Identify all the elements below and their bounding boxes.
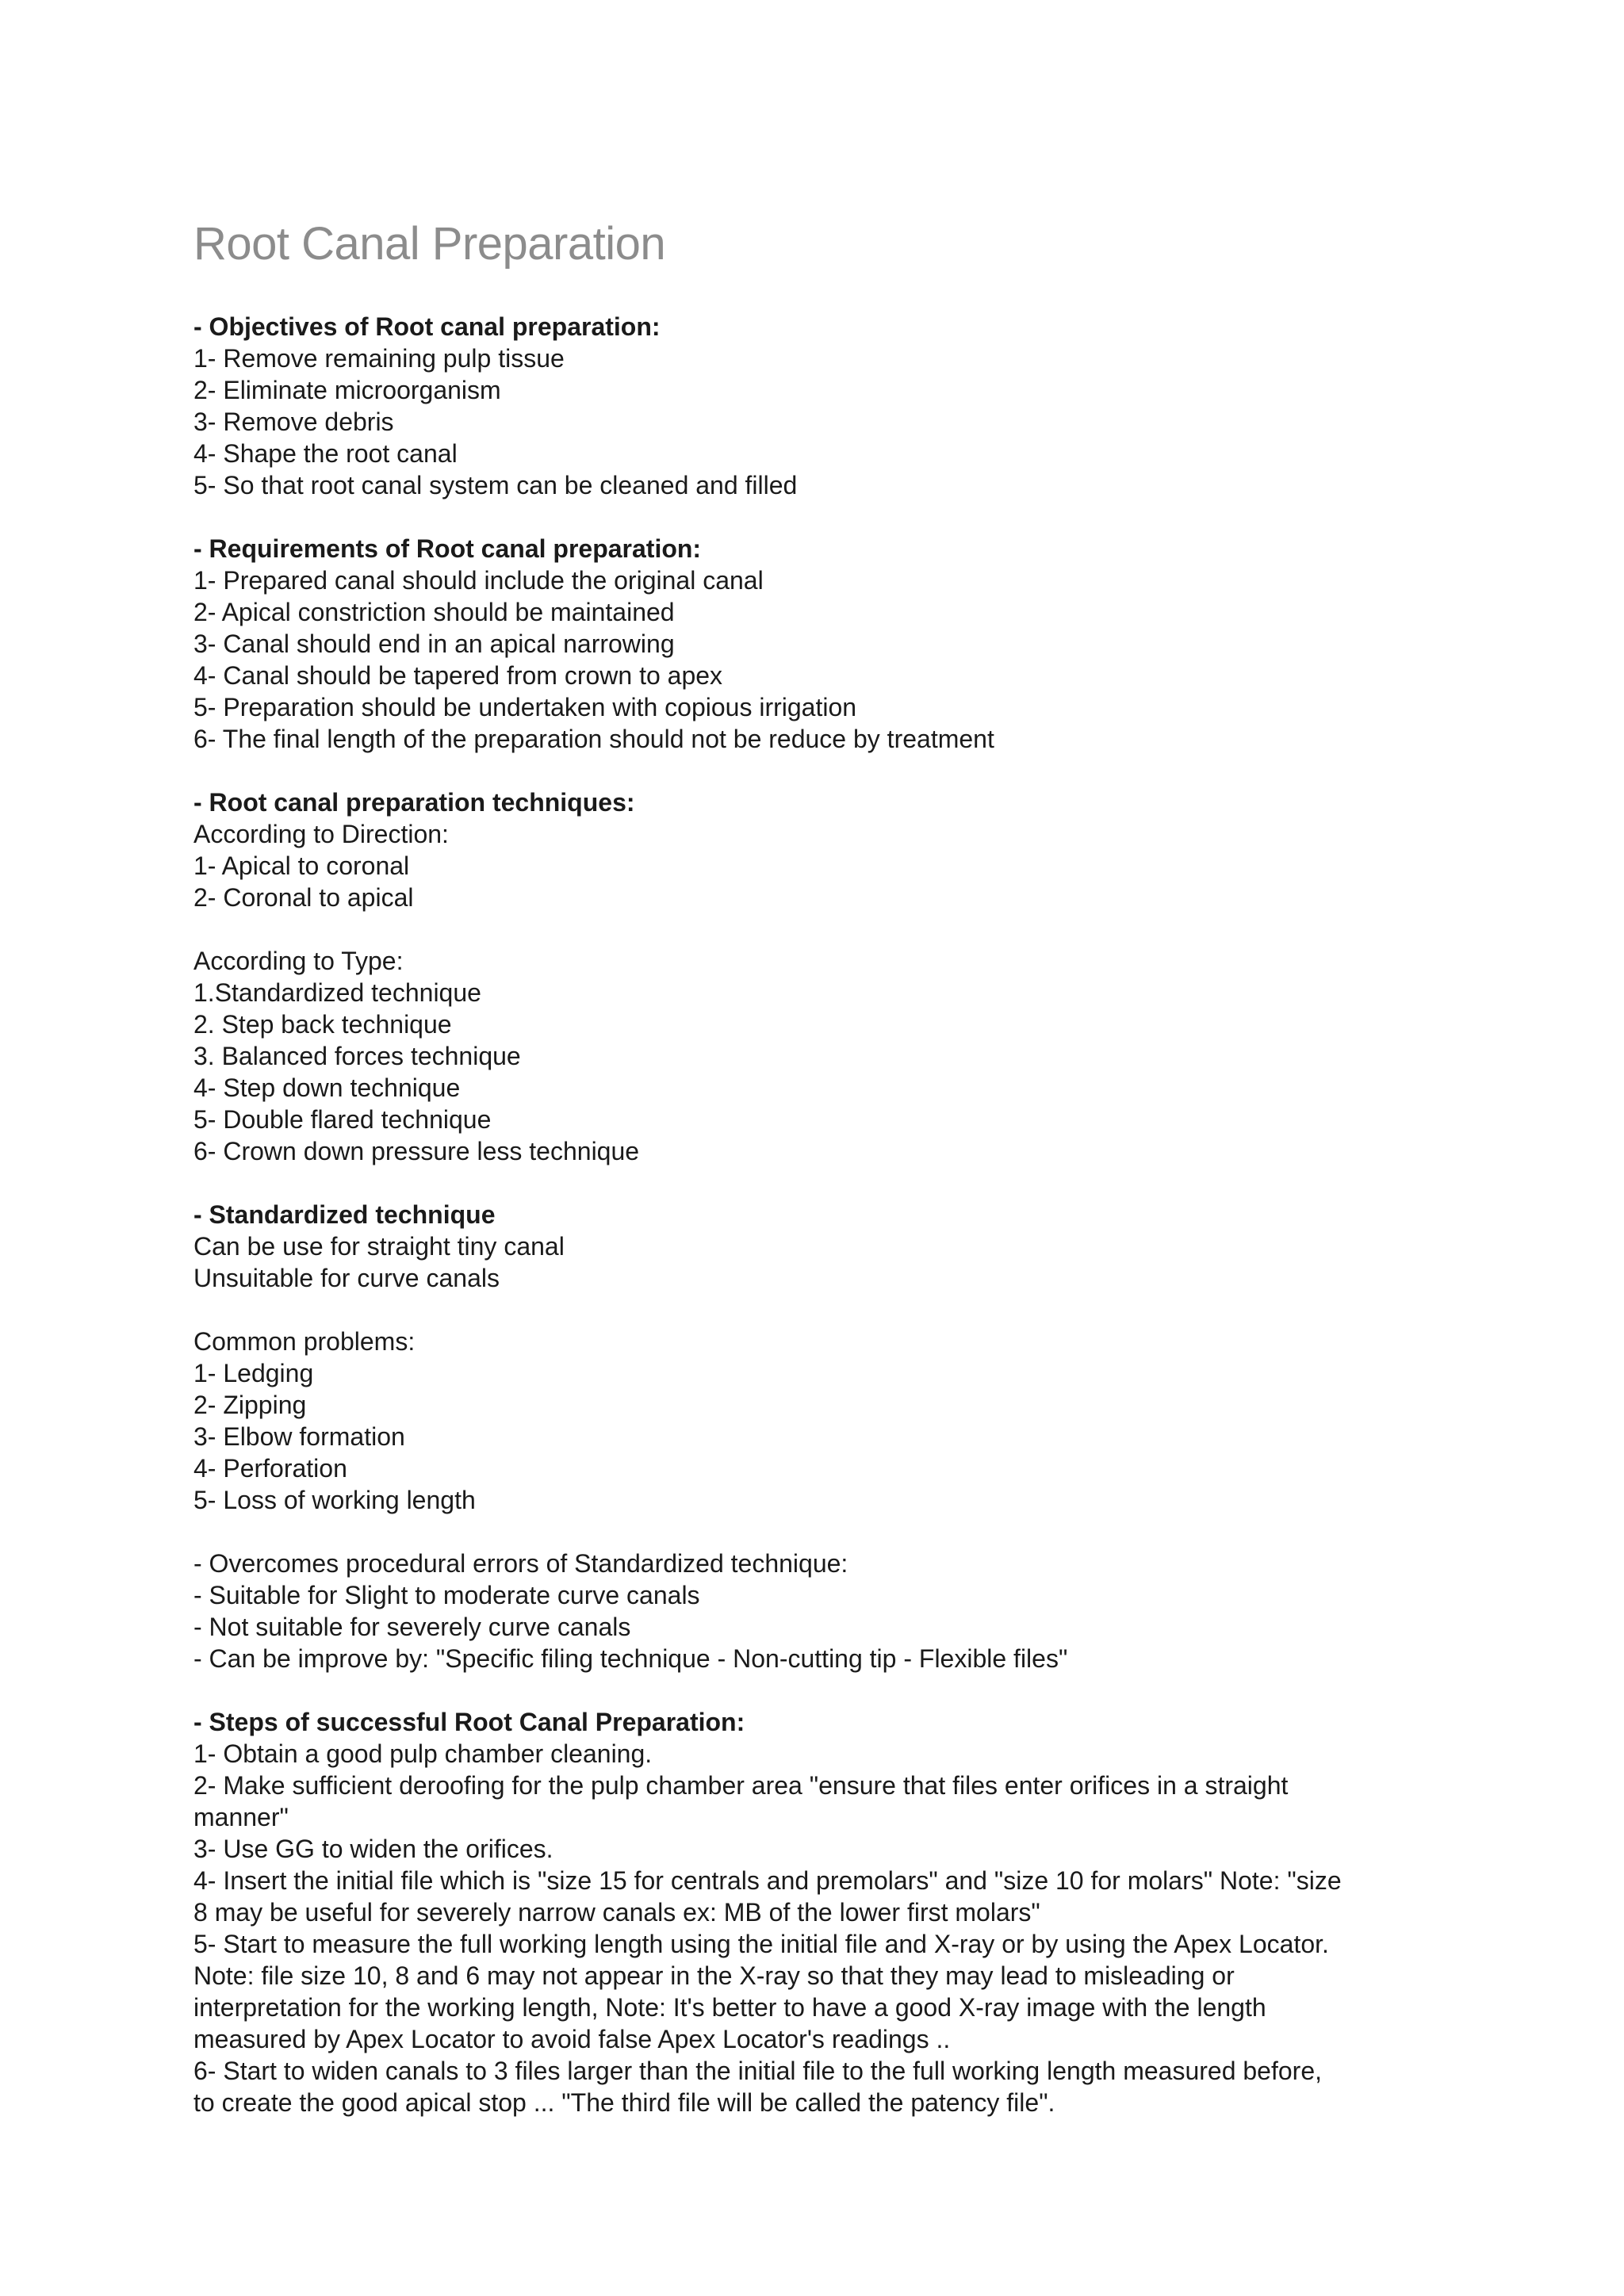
list-item: According to Type: — [193, 947, 404, 975]
list-item: 1- Remove remaining pulp tissue — [193, 344, 565, 373]
list-item: 2- Zipping — [193, 1391, 307, 1419]
section-heading: - Requirements of Root canal preparation: — [193, 534, 702, 563]
section-objectives — [193, 311, 1494, 501]
list-item: According to Direction: — [193, 820, 449, 848]
section-techniques-by-type — [193, 945, 1494, 1167]
list-item: - Can be improve by: "Specific filing technique - Non-cutting tip - Flexible files" — [193, 1644, 1068, 1673]
list-item: 6- The final length of the preparation should not be reduce by treatment — [193, 725, 994, 753]
list-item: 2- Make sufficient deroofing for the pulp chamber area "ensure that files enter orifices in a straight — [193, 1771, 1289, 1800]
list-item: 2- Coronal to apical — [193, 883, 414, 912]
list-item: 3- Remove debris — [193, 408, 394, 436]
list-item: 3- Elbow formation — [193, 1422, 405, 1451]
list-item: 1- Apical to coronal — [193, 851, 410, 880]
list-item: 2- Eliminate microorganism — [193, 376, 501, 404]
list-item: 8 may be useful for severely narrow canals ex: MB of the lower first molars" — [193, 1898, 1040, 1927]
section-heading: - Objectives of Root canal preparation: — [193, 312, 661, 341]
list-item: manner" — [193, 1803, 289, 1831]
section-heading: - Steps of successful Root Canal Preparation: — [193, 1708, 745, 1736]
list-item: 6- Crown down pressure less technique — [193, 1137, 640, 1165]
section-heading: - Root canal preparation techniques: — [193, 788, 635, 817]
list-item: measured by Apex Locator to avoid false Apex Locator's readings .. — [193, 2025, 951, 2053]
list-item: Unsuitable for curve canals — [193, 1264, 500, 1292]
section-requirements — [193, 533, 1494, 755]
list-item: Note: file size 10, 8 and 6 may not appear in the X-ray so that they may lead to misleading or — [193, 1961, 1235, 1990]
list-item: 5- Loss of working length — [193, 1486, 476, 1514]
list-item: 3- Canal should end in an apical narrowing — [193, 629, 675, 658]
list-item: 1- Ledging — [193, 1359, 314, 1387]
list-item: 5- Double flared technique — [193, 1105, 492, 1134]
page-title: Root Canal Preparation — [193, 218, 666, 270]
section-common-problems — [193, 1326, 1494, 1516]
list-item: 1- Prepared canal should include the original canal — [193, 566, 764, 595]
list-item: - Overcomes procedural errors of Standardized technique: — [193, 1549, 848, 1578]
document-page — [193, 212, 1494, 2150]
list-item: 4- Step down technique — [193, 1073, 461, 1102]
list-item: 3. Balanced forces technique — [193, 1042, 521, 1070]
section-overcomes — [193, 1548, 1494, 1674]
list-item: 5- Preparation should be undertaken with copious irrigation — [193, 693, 857, 721]
list-item: Can be use for straight tiny canal — [193, 1232, 565, 1261]
section-standardized-technique — [193, 1199, 1494, 1294]
list-item: 4- Shape the root canal — [193, 439, 458, 468]
list-item: 5- So that root canal system can be cleaned and filled — [193, 471, 798, 499]
section-heading: - Standardized technique — [193, 1200, 496, 1229]
list-item: 5- Start to measure the full working length using the initial file and X-ray or by using the Apex Locator. — [193, 1930, 1329, 1958]
list-item: - Not suitable for severely curve canals — [193, 1613, 631, 1641]
list-item: interpretation for the working length, Note: It's better to have a good X-ray image with the length — [193, 1993, 1266, 2022]
list-item: Common problems: — [193, 1327, 416, 1356]
list-item: to create the good apical stop ... "The third file will be called the patency file". — [193, 2088, 1055, 2117]
list-item: 2. Step back technique — [193, 1010, 452, 1039]
list-item: 4- Insert the initial file which is "size 15 for centrals and premolars" and "size 10 for molars" Note: "size — [193, 1866, 1342, 1895]
list-item: 4- Perforation — [193, 1454, 347, 1483]
list-item: 1- Obtain a good pulp chamber cleaning. — [193, 1739, 653, 1768]
section-steps — [193, 1706, 1494, 2118]
list-item: 3- Use GG to widen the orifices. — [193, 1835, 553, 1863]
list-item: 6- Start to widen canals to 3 files larger than the initial file to the full working length measured before, — [193, 2057, 1322, 2085]
list-item: 1.Standardized technique — [193, 978, 481, 1007]
list-item: - Suitable for Slight to moderate curve canals — [193, 1581, 700, 1609]
list-item: 2- Apical constriction should be maintained — [193, 598, 675, 626]
list-item: 4- Canal should be tapered from crown to apex — [193, 661, 723, 690]
section-techniques — [193, 786, 1494, 913]
